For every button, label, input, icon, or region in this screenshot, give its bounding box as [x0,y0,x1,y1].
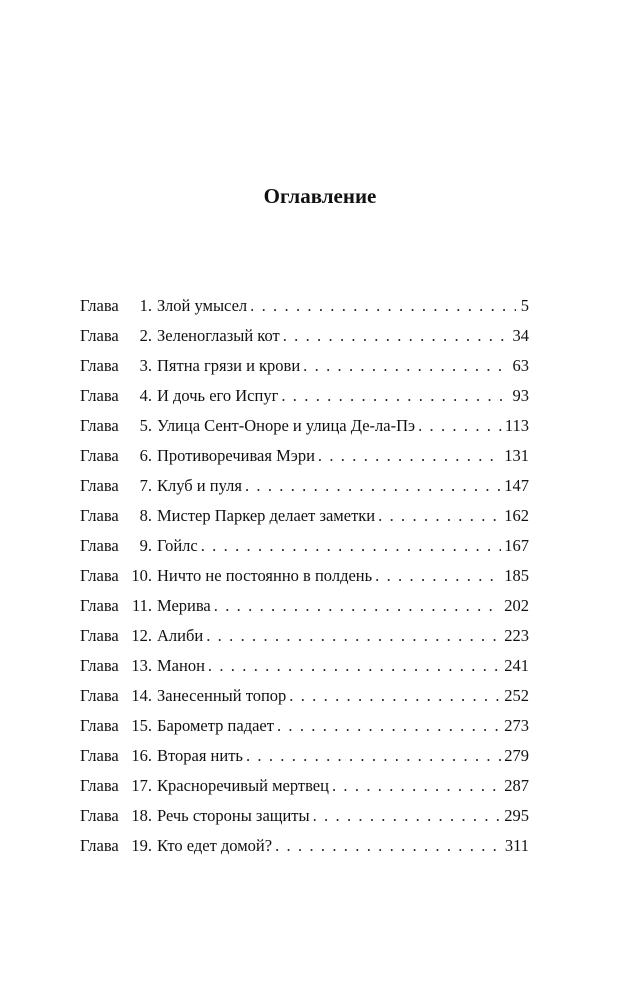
chapter-label: Глава [80,836,119,855]
dot-leader [246,746,501,766]
toc-entry [80,536,529,566]
page-number: 185 [504,566,529,585]
dot-leader [214,596,501,616]
page-number: 223 [504,626,529,645]
page-number: 295 [504,806,529,825]
chapter-number: 17. [131,776,152,795]
dot-leader [281,386,509,406]
chapter-label: Глава [80,446,119,465]
dot-leader [332,776,501,796]
chapter-title: Мерива [157,596,211,615]
toc-entry [80,506,529,536]
chapter-label: Глава [80,536,119,555]
chapter-label: Глава [80,296,119,315]
page-title: Оглавление [263,184,377,208]
dot-leader [289,686,501,706]
chapter-label: Глава [80,356,119,375]
chapter-number: 1. [139,296,152,315]
page-number: 113 [504,416,529,435]
toc-entry [80,476,529,506]
page-number: 5 [520,296,529,315]
chapter-label: Глава [80,656,119,675]
chapter-label: Глава [80,386,119,405]
dot-leader [245,476,501,496]
chapter-title: Клуб и пуля [157,476,242,495]
chapter-label: Глава [80,566,119,585]
chapter-label: Глава [80,596,119,615]
dot-leader [313,806,502,826]
page-number: 279 [504,746,529,765]
chapter-number: 16. [131,746,152,765]
toc-entry [80,716,529,746]
page-number: 252 [504,686,529,705]
chapter-number: 7. [139,476,152,495]
dot-leader [250,296,516,316]
dot-leader [201,536,502,556]
chapter-title: Злой умысел [157,296,248,315]
page-number: 202 [504,596,529,615]
chapter-title: Противоречивая Мэри [157,446,315,465]
dot-leader [378,506,501,526]
dot-leader [418,416,502,436]
chapter-label: Глава [80,746,119,765]
toc-entry [80,686,529,716]
chapter-label: Глава [80,686,119,705]
dot-leader [206,626,501,646]
chapter-title: Ничто не постоянно в полдень [157,566,373,585]
chapter-title: Зеленоглазый кот [157,326,280,345]
chapter-title: Пятна грязи и крови [157,356,301,375]
chapter-number: 13. [131,656,152,675]
dot-leader [277,716,501,736]
toc-entry [80,296,529,326]
page-number: 34 [512,326,529,345]
chapter-number: 3. [139,356,152,375]
dot-leader [375,566,501,586]
chapter-number: 9. [139,536,152,555]
chapter-title: Манон [157,656,205,675]
toc-entry [80,626,529,656]
toc-entry [80,356,529,386]
dot-leader [283,326,510,346]
dot-leader [275,836,502,856]
toc-entry [80,326,529,356]
page-number: 273 [504,716,529,735]
chapter-number: 11. [131,596,152,615]
page-number: 63 [512,356,529,375]
chapter-number: 8. [139,506,152,525]
chapter-label: Глава [80,326,119,345]
chapter-number: 12. [131,626,152,645]
toc-entry [80,806,529,836]
page-number: 167 [504,536,529,555]
chapter-label: Глава [80,476,119,495]
chapter-label: Глава [80,506,119,525]
page-number: 162 [504,506,529,525]
chapter-number: 5. [139,416,152,435]
page-number: 147 [504,476,529,495]
chapter-title: Алиби [157,626,204,645]
page-number: 131 [504,446,529,465]
chapter-label: Глава [80,776,119,795]
chapter-title: Занесенный топор [157,686,287,705]
chapter-label: Глава [80,416,119,435]
page-number: 93 [512,386,529,405]
chapter-number: 10. [131,566,152,585]
chapter-title: Вторая нить [157,746,243,765]
chapter-title: Гойлс [157,536,198,555]
chapter-title: Барометр падает [157,716,274,735]
chapter-number: 19. [131,836,152,855]
toc-entry [80,416,529,446]
toc-entry [80,596,529,626]
toc-entry [80,566,529,596]
dot-leader [303,356,509,376]
chapter-number: 4. [139,386,152,405]
chapter-title: И дочь его Испуг [157,386,279,405]
toc-entry [80,446,529,476]
chapter-title: Мистер Паркер делает заметки [157,506,376,525]
page-number: 287 [504,776,529,795]
toc-entry [80,836,529,866]
dot-leader [318,446,501,466]
chapter-number: 14. [131,686,152,705]
chapter-title: Речь стороны защиты [157,806,310,825]
toc-entry [80,776,529,806]
chapter-label: Глава [80,626,119,645]
chapter-label: Глава [80,806,119,825]
toc-entry [80,386,529,416]
chapter-number: 2. [139,326,152,345]
toc-entry [80,656,529,686]
page-number: 311 [504,836,529,855]
chapter-label: Глава [80,716,119,735]
chapter-number: 15. [131,716,152,735]
chapter-number: 6. [139,446,152,465]
chapter-title: Красноречивый мертвец [157,776,329,795]
chapter-number: 18. [131,806,152,825]
chapter-title: Улица Сент-Оноре и улица Де-ла-Пэ [157,416,416,435]
table-of-contents [80,296,529,866]
page-number: 241 [504,656,529,675]
toc-entry [80,746,529,776]
chapter-title: Кто едет домой? [157,836,273,855]
dot-leader [208,656,501,676]
